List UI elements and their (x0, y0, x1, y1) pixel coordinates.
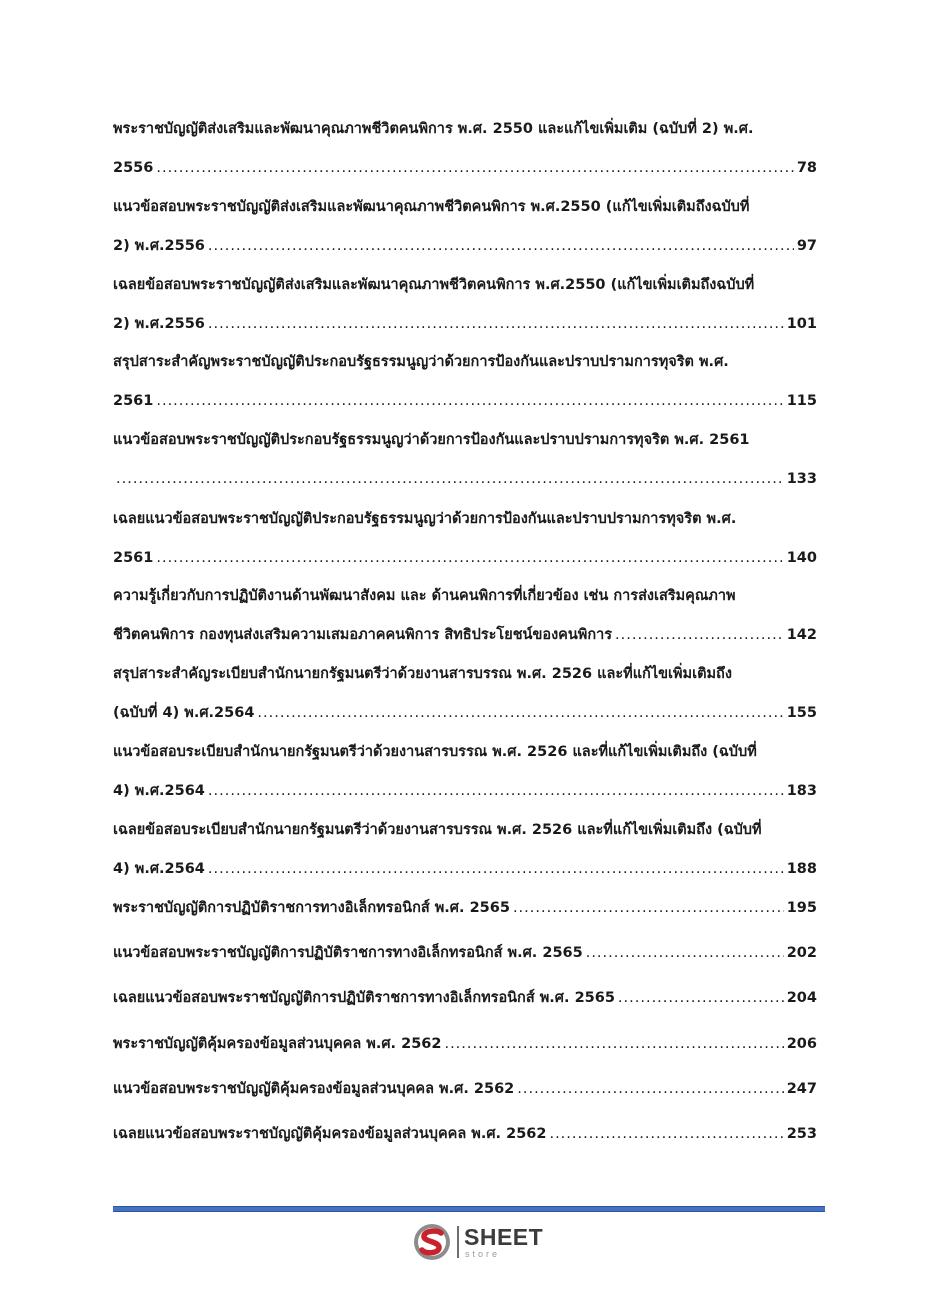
logo-wordmark: SHEET (464, 1224, 544, 1250)
dot-leader (116, 466, 784, 492)
toc-entry[interactable] (113, 739, 817, 804)
toc-entry-title: พระราชบัญญัติส่งเสริมและพัฒนาคุณภาพชีวิตคนพิการ พ.ศ. 2550 และแก้ไขเพิ่มเติม (ฉบับที่ 2) พ.ศ. (113, 121, 754, 137)
toc-entry-title: แนวข้อสอบพระราชบัญญัติประกอบรัฐธรรมนูญว่าด้วยการป้องกันและปราบปรามการทุจริต พ.ศ. 2561 (113, 432, 750, 448)
sheet-store-s-logo-icon (412, 1222, 452, 1262)
dot-leader (156, 155, 793, 181)
toc-page-number: 115 (786, 393, 817, 409)
toc-entry-title-continued: 2) พ.ศ.2556 (113, 316, 205, 332)
toc-entry-title: สรุปสาระสำคัญพระราชบัญญัติประกอบรัฐธรรมนูญว่าด้วยการป้องกันและปราบปรามการทุจริต พ.ศ. (113, 354, 729, 370)
toc-entry-title: แนวข้อสอบระเบียบสำนักนายกรัฐมนตรีว่าด้วยงานสารบรรณ พ.ศ. 2526 และที่แก้ไขเพิ่มเติมถึง (ฉบับที่ (113, 744, 757, 760)
toc-entry-title: แนวข้อสอบพระราชบัญญัติการปฏิบัติราชการทางอิเล็กทรอนิกส์ พ.ศ. 2565 (113, 945, 583, 961)
toc-entry-title-continued: 4) พ.ศ.2564 (113, 783, 205, 799)
footer-rule (113, 1206, 825, 1212)
toc-page-number: 188 (786, 861, 817, 877)
toc-entry-title-continued: 2561 (113, 550, 154, 566)
toc-entry-title-continued: ชีวิตคนพิการ กองทุนส่งเสริมความเสมอภาคคนพิการ สิทธิประโยชน์ของคนพิการ (113, 627, 613, 643)
sheet-store-logo (412, 1222, 552, 1262)
toc-entry[interactable] (113, 895, 817, 921)
dot-leader (208, 233, 794, 259)
toc-entry[interactable] (113, 349, 817, 414)
toc-page-number: 253 (786, 1126, 817, 1142)
toc-entry-title: เฉลยแนวข้อสอบพระราชบัญญัติคุ้มครองข้อมูลส่วนบุคคล พ.ศ. 2562 (113, 1126, 547, 1142)
dot-leader (549, 1121, 783, 1147)
toc-entry[interactable] (113, 985, 817, 1011)
dot-leader (615, 622, 784, 648)
toc-entry-title: สรุปสาระสำคัญระเบียบสำนักนายกรัฐมนตรีว่าด้วยงานสารบรรณ พ.ศ. 2526 และที่แก้ไขเพิ่มเติมถึง (113, 666, 732, 682)
toc-page-number: 101 (786, 316, 817, 332)
dot-leader (156, 545, 783, 571)
toc-entry-title-continued: 4) พ.ศ.2564 (113, 861, 205, 877)
toc-page-number: 140 (786, 550, 817, 566)
toc-page-number: 195 (786, 900, 817, 916)
dot-leader (586, 940, 784, 966)
toc-entry[interactable] (113, 1076, 817, 1102)
dot-leader (618, 985, 784, 1011)
toc-page-number: 133 (786, 471, 817, 487)
toc-entry[interactable] (113, 940, 817, 966)
toc-entry[interactable] (113, 272, 817, 337)
logo-separator (457, 1226, 459, 1258)
toc-entry-title-continued: 2556 (113, 160, 154, 176)
toc-page-number: 78 (796, 160, 817, 176)
toc-entry[interactable] (113, 427, 817, 492)
dot-leader (444, 1031, 783, 1057)
toc-entry-title-continued: (ฉบับที่ 4) พ.ศ.2564 (113, 705, 255, 721)
dot-leader (517, 1076, 783, 1102)
toc-page-number: 142 (786, 627, 817, 643)
toc-entry-title-continued: 2561 (113, 393, 154, 409)
toc-entry-title: ความรู้เกี่ยวกับการปฏิบัติงานด้านพัฒนาสังคม และ ด้านคนพิการที่เกี่ยวข้อง เช่น การส่งเสริมคุณภาพ (113, 588, 736, 604)
dot-leader (513, 895, 784, 921)
toc-page-number: 202 (786, 945, 817, 961)
toc-entry-title-continued: 2) พ.ศ.2556 (113, 238, 205, 254)
toc-entry[interactable] (113, 583, 817, 648)
toc-entry[interactable] (113, 1031, 817, 1057)
toc-entry-title: แนวข้อสอบพระราชบัญญัติคุ้มครองข้อมูลส่วนบุคคล พ.ศ. 2562 (113, 1081, 515, 1097)
toc-entry[interactable] (113, 817, 817, 882)
dot-leader (156, 388, 783, 414)
toc-page-number: 97 (796, 238, 817, 254)
toc-entry-title: พระราชบัญญัติคุ้มครองข้อมูลส่วนบุคคล พ.ศ. 2562 (113, 1036, 442, 1052)
dot-leader (257, 700, 783, 726)
dot-leader (208, 856, 784, 882)
toc-page-number: 206 (786, 1036, 817, 1052)
logo-subtext: store (465, 1249, 501, 1259)
toc-entry[interactable] (113, 661, 817, 726)
toc-page-number: 155 (786, 705, 817, 721)
toc-entry-title: เฉลยแนวข้อสอบพระราชบัญญัติประกอบรัฐธรรมนูญว่าด้วยการป้องกันและปราบปรามการทุจริต พ.ศ. (113, 511, 737, 527)
toc-entry[interactable] (113, 1121, 817, 1147)
toc-entry-title: พระราชบัญญัติการปฏิบัติราชการทางอิเล็กทรอนิกส์ พ.ศ. 2565 (113, 900, 510, 916)
toc-entry[interactable] (113, 116, 817, 181)
toc-entry-title: แนวข้อสอบพระราชบัญญัติส่งเสริมและพัฒนาคุณภาพชีวิตคนพิการ พ.ศ.2550 (แก้ไขเพิ่มเติมถึงฉบับที่ (113, 199, 750, 215)
dot-leader (208, 311, 784, 337)
toc-page-number: 247 (786, 1081, 817, 1097)
toc-entry[interactable] (113, 506, 817, 571)
toc-page-number: 204 (786, 990, 817, 1006)
toc-entry[interactable] (113, 194, 817, 259)
toc-page-number: 183 (786, 783, 817, 799)
toc-entry-title: เฉลยข้อสอบระเบียบสำนักนายกรัฐมนตรีว่าด้วยงานสารบรรณ พ.ศ. 2526 และที่แก้ไขเพิ่มเติมถึง (ฉบับที่ (113, 822, 762, 838)
toc-entry-title: เฉลยแนวข้อสอบพระราชบัญญัติการปฏิบัติราชการทางอิเล็กทรอนิกส์ พ.ศ. 2565 (113, 990, 615, 1006)
toc-entry-title: เฉลยข้อสอบพระราชบัญญัติส่งเสริมและพัฒนาคุณภาพชีวิตคนพิการ พ.ศ.2550 (แก้ไขเพิ่มเติมถึงฉบับที่ (113, 277, 755, 293)
dot-leader (208, 778, 784, 804)
